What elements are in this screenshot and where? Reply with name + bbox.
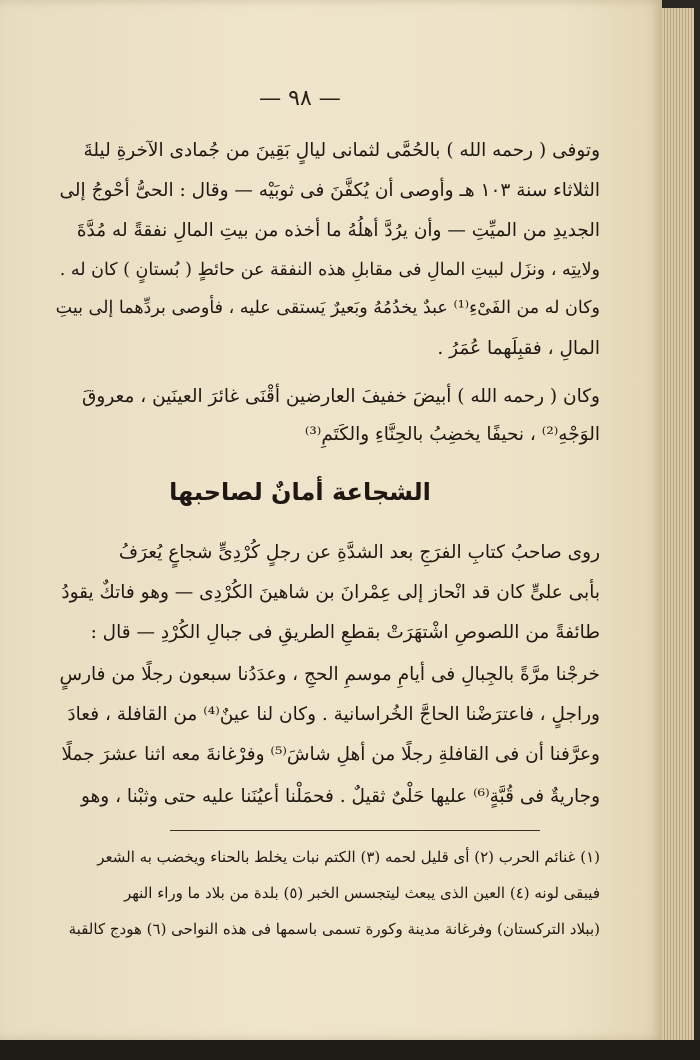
text-line: الوَجْهِ⁽²⁾ ، نحيفًا يخضِبُ بالحِنَّاءِ والكَتَمِ⁽³⁾ — [304, 424, 600, 445]
text-line: وتوفى ( رحمه الله ) بالحُمَّى لثمانى ليالٍ بَقِينَ من جُمادى الآخرةِ ليلةَ — [83, 140, 600, 161]
text-line: خرجْنا مرَّةً بالجِبالِ فى أيامِ موسمِ الحجِ ، وعدَدُنا سبعون رجلًا من فارسٍ — [59, 664, 600, 685]
text-line: وكان ( رحمه الله ) أبيضَ خفيفَ العارضين أقْنَى غائرَ العينَين ، معروقَ — [82, 386, 600, 407]
page-number: — ٩٨ — — [259, 86, 341, 111]
text-line: وراجلٍ ، فاعترَضْنا الحاجَّ الخُراسانية . وكان لنا عينٌ⁽⁴⁾ من القافلة ، فعادَ — [67, 704, 600, 725]
footnote-line: (ببلاد التركستان) وفرغانة مدينة وكورة تسمى باسمها فى هذه النواحى (٦) هودج كالقبة — [68, 920, 600, 938]
text-line: وعرَّفنا أن فى القافلةِ رجلًا من أهلِ شاشَ⁽⁵⁾ وفرْغانةَ معه اثنا عشرَ جملًا — [61, 744, 600, 765]
background-shadow — [0, 1040, 700, 1060]
text-line: وجاريةٌ فى قُبَّةٍ⁽⁶⁾ عليها حَلْىٌ ثقيلٌ . فحمَلْنا أعيُنَنا عليه حتى وثبْنا ، وهو — [80, 786, 600, 807]
text-line: المالِ ، فقبِلَهما عُمَرُ . — [437, 338, 600, 359]
footnote-divider — [170, 830, 540, 831]
section-heading: الشجاعة أمانٌ لصاحبها — [169, 478, 431, 506]
text-line: الجديدِ من الميِّتِ — وأن يرُدَّ أهلُهُ ما أخذه من بيتِ المالِ نفقةً له مُدَّةَ — [76, 220, 600, 241]
footnote-line: فيبقى لونه (٤) العين الذى يبعث ليتجسس الخبر (٥) بلدة من بلاد ما وراء النهر — [123, 884, 600, 902]
text-line: وكان له من الفَىْءِ⁽¹⁾ عبدٌ يخدُمُهُ وبَعيرٌ يَستقى عليه ، فأوصى بردِّهما إلى بيتِ — [55, 298, 600, 318]
text-line: طائفةً من اللصوصِ اشْتهَرَتْ بقطعِ الطريقِ فى جبالِ الكُرْدِ — قال : — [90, 622, 600, 643]
page-edges — [662, 8, 694, 1048]
text-line: بأبى علىٍّ كان قد انْحاز إلى عِمْرانَ بن شاهينَ الكُرْدِى — وهو فاتكٌ يقودُ — [61, 582, 600, 603]
text-line: ولايتِه ، ونزَل لبيتِ المالِ فى مقابلِ هذه النفقة عن حائطٍ ( بُستانٍ ) كان له . — [59, 260, 600, 280]
text-line: الثلاثاء سنة ١٠٣ هـ وأوصى أن يُكفَّنَ فى ثوبَيْه — وقال : الحىُّ أحْوجُ إلى — [59, 180, 600, 201]
text-line: روى صاحبُ كتابِ الفرَجِ بعد الشدَّةِ عن رجلٍ كُرْدِىٍّ شجاعٍ يُعرَفُ — [118, 542, 600, 563]
footnote-line: (١) غنائم الحرب (٢) أى قليل لحمه (٣) الكتم نبات يخلط بالحناء ويخضب به الشعر — [97, 848, 600, 866]
